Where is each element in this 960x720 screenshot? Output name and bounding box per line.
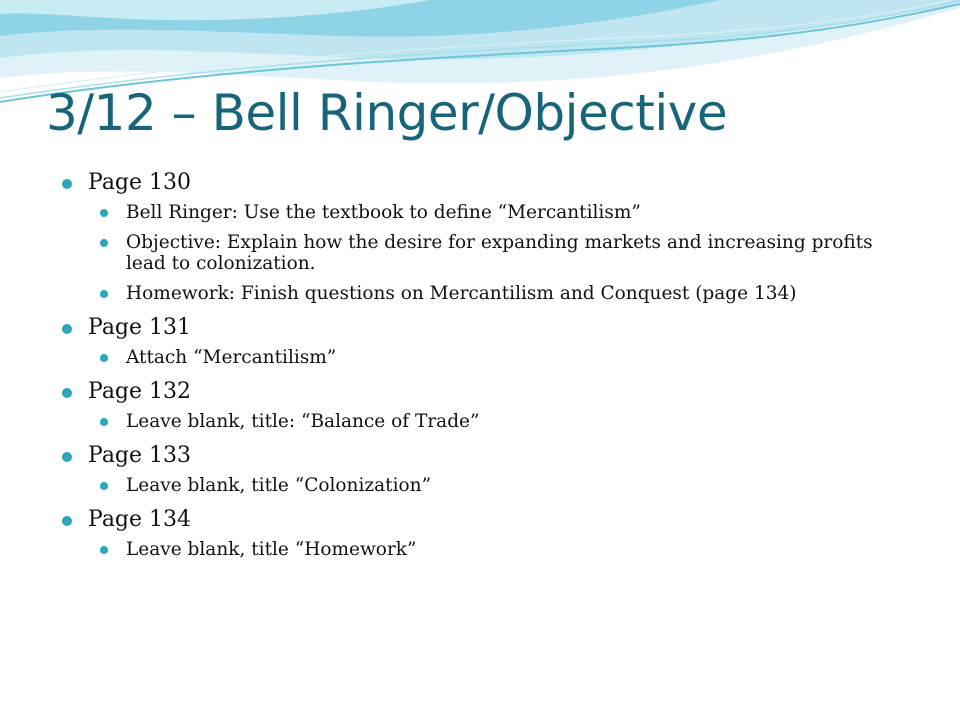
list-item-page-134 bbox=[62, 505, 912, 560]
sub-list-item bbox=[100, 539, 912, 560]
list-item-page-131 bbox=[62, 313, 912, 368]
list-item-label: Page 131 bbox=[88, 315, 192, 340]
sub-item-text: Leave blank, title “Colonization” bbox=[126, 475, 432, 496]
list-item-page-130 bbox=[62, 168, 912, 304]
sub-list bbox=[100, 475, 912, 496]
sub-bullet-icon bbox=[100, 354, 108, 362]
sub-bullet-icon bbox=[100, 239, 108, 247]
list-item-label: Page 132 bbox=[88, 379, 192, 404]
sub-item-text: Homework: Finish questions on Mercantilism and Conquest (page 134) bbox=[126, 283, 797, 304]
sub-list-item bbox=[100, 283, 912, 304]
sub-item-text: Bell Ringer: Use the textbook to define “Mercantilism” bbox=[126, 202, 641, 223]
bullet-icon bbox=[62, 324, 72, 334]
sub-list bbox=[100, 202, 912, 304]
sub-item-text: Objective: Explain how the desire for expanding markets and increasing profits lead to colonization. bbox=[126, 232, 873, 274]
list-item-page-132 bbox=[62, 377, 912, 432]
bullet-icon bbox=[62, 452, 72, 462]
sub-list-item bbox=[100, 202, 912, 223]
sub-bullet-icon bbox=[100, 290, 108, 298]
bullet-icon bbox=[62, 388, 72, 398]
bullet-icon bbox=[62, 179, 72, 189]
sub-item-text: Leave blank, title “Homework” bbox=[126, 539, 417, 560]
bullet-list bbox=[62, 168, 912, 569]
sub-bullet-icon bbox=[100, 418, 108, 426]
sub-bullet-icon bbox=[100, 482, 108, 490]
list-item-label: Page 130 bbox=[88, 170, 192, 195]
sub-list-item bbox=[100, 475, 912, 496]
slide-title: 3/12 – Bell Ringer/Objective bbox=[46, 84, 728, 142]
sub-bullet-icon bbox=[100, 209, 108, 217]
sub-list bbox=[100, 411, 912, 432]
sub-list-item bbox=[100, 232, 912, 274]
sub-list bbox=[100, 539, 912, 560]
sub-list-item bbox=[100, 411, 912, 432]
sub-bullet-icon bbox=[100, 546, 108, 554]
list-item-label: Page 134 bbox=[88, 507, 192, 532]
sub-list-item bbox=[100, 347, 912, 368]
bullet-icon bbox=[62, 516, 72, 526]
sub-item-text: Attach “Mercantilism” bbox=[126, 347, 337, 368]
list-item-label: Page 133 bbox=[88, 443, 192, 468]
sub-item-text: Leave blank, title: “Balance of Trade” bbox=[126, 411, 480, 432]
list-item-page-133 bbox=[62, 441, 912, 496]
sub-list bbox=[100, 347, 912, 368]
